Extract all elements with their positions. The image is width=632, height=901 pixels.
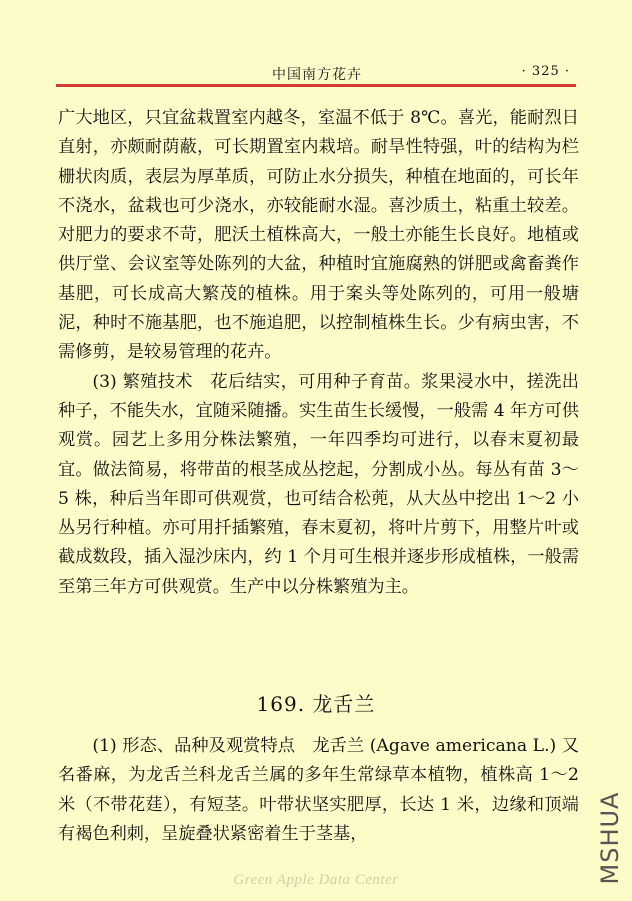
paragraph-morphology: (1) 形态、品种及观赏特点 龙舌兰 (Agave americana L.) 又名番麻，为龙舌兰科龙舌兰属的多年生常绿草本植物，植株高 1～2 米（不带花莛），有短茎。叶带状坚实肥厚，长达 1 米，边缘和顶端有褐色利刺，呈旋叠状紧密着生于茎基， bbox=[58, 736, 579, 844]
page-number: · 325 · bbox=[521, 64, 570, 79]
footer-watermark: Green Apple Data Center bbox=[233, 872, 399, 888]
header-rule bbox=[56, 84, 576, 87]
section-heading: 169. 龙舌兰 bbox=[256, 692, 376, 716]
paragraph-continued: 广大地区，只宜盆栽置室内越冬，室温不低于 8℃。喜光，能耐烈日直射，亦颇耐荫蔽，可长期置室内栽培。耐旱性特强，叶的结构为栏栅状肉质，表层为厚革质，可防止水分损失，种植在地面的，可长年不浇水，盆栽也可少浇水，亦较能耐水湿。喜沙质土，粘重土较差。对肥力的要求不苛，肥沃土植株高大，一般土亦能生长良好。地植或供厅堂、会议室等处陈列的大盆，种植时宜施腐熟的饼肥或禽畜粪作基肥，可长成高大繁茂的植株。用于案头等处陈列的，可用一般塘泥，种时不施基肥，也不施追肥，以控制植株生长。少有病虫害，不需修剪，是较易管理的花卉。 bbox=[58, 108, 579, 363]
side-watermark bbox=[595, 793, 625, 883]
page-body bbox=[58, 104, 579, 602]
section-body bbox=[58, 732, 579, 849]
paragraph-propagation: (3) 繁殖技术 花后结实，可用种子育苗。浆果浸水中，搓洗出种子，不能失水，宜随采随播。实生苗生长缓慢，一般需 4 年方可供观赏。园艺上多用分株法繁殖，一年四季均可进行，以春末夏初最宜。做法简易，将带苗的根茎成丛挖起，分割成小丛。每丛有苗 3～5 株，种后当年即可供观赏，也可结合松蔸，从大丛中挖出 1～2 小丛另行种植。亦可用扦插繁殖，春末夏初，将叶片剪下，用整片叶或截成数段，插入湿沙床内，约 1 个月可生根并逐步形成植株，一般需至第三年方可供观赏。生产中以分株繁殖为主。 bbox=[58, 371, 579, 597]
page-header bbox=[56, 62, 576, 84]
book-title: 中国南方花卉 bbox=[272, 67, 362, 83]
side-watermark-text: MSHUA bbox=[596, 791, 624, 885]
